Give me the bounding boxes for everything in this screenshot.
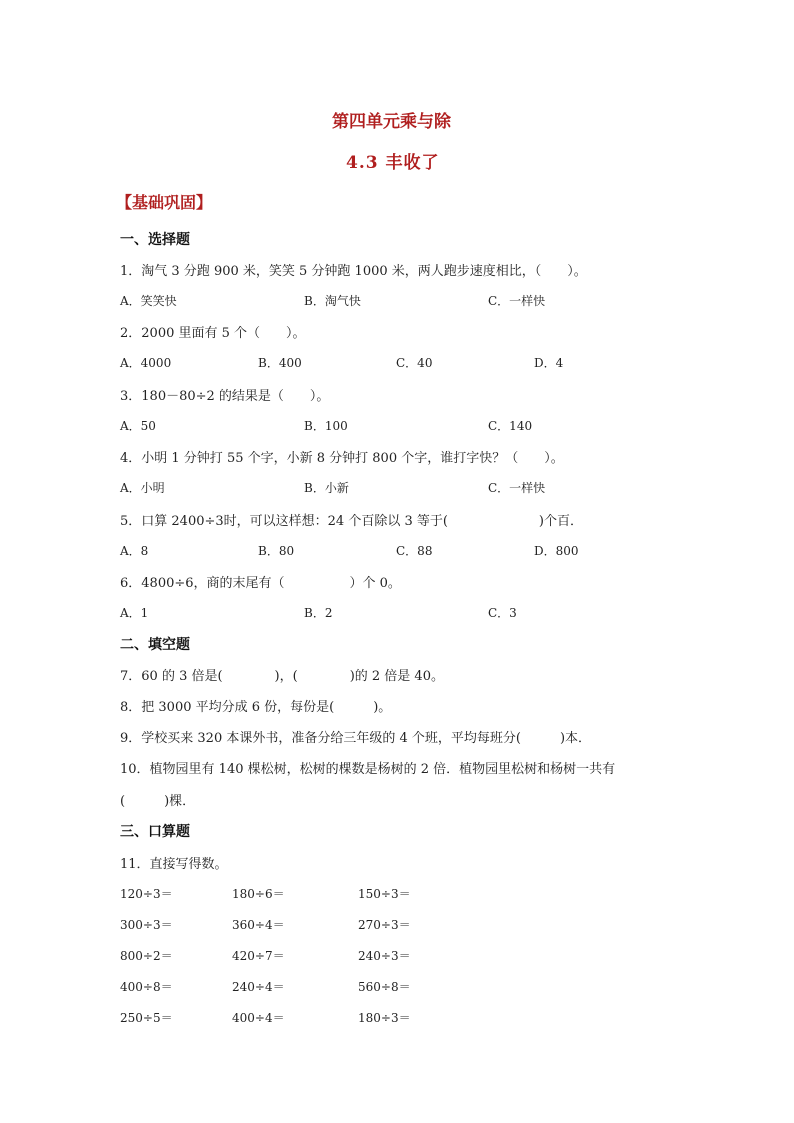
lesson-title: 4.3 丰收了 — [346, 153, 440, 173]
question-text: 3．180－80÷2 的结果是（ ）。 — [120, 389, 330, 404]
section-heading-fill: 二、填空题 — [120, 637, 190, 653]
question-text: 5．口算 2400÷3时，可以这样想：24 个百除以 3 等于( )个百． — [120, 514, 584, 529]
question-text: 4．小明 1 分钟打 55 个字，小新 8 分钟打 800 个字，谁打字快？（ ）。 — [120, 451, 564, 466]
option: A．1 — [120, 606, 149, 620]
calc-item: 400÷4＝ — [232, 1011, 285, 1025]
calc-item: 400÷8＝ — [120, 980, 173, 994]
option: C．一样快 — [488, 481, 546, 495]
option: C．40 — [396, 356, 433, 370]
calc-item: 120÷3＝ — [120, 887, 173, 901]
option: B．80 — [258, 544, 295, 558]
option: A．笑笑快 — [120, 294, 177, 308]
option: B．2 — [304, 606, 333, 620]
section-heading-choice: 一、选择题 — [120, 232, 190, 248]
calc-item: 300÷3＝ — [120, 918, 173, 932]
calc-item: 180÷3＝ — [358, 1011, 411, 1025]
option: A．50 — [120, 419, 156, 433]
option: D．4 — [534, 356, 564, 370]
calc-item: 240÷3＝ — [358, 949, 411, 963]
unit-title: 第四单元乘与除 — [332, 112, 451, 132]
option: C．一样快 — [488, 294, 546, 308]
question-text: 10．植物园里有 140 棵松树，松树的棵数是杨树的 2 倍．植物园里松树和杨树一共有 — [120, 762, 616, 777]
option: C．88 — [396, 544, 433, 558]
calc-item: 420÷7＝ — [232, 949, 285, 963]
calc-item: 150÷3＝ — [358, 887, 411, 901]
question-text: 9．学校买来 320 本课外书，准备分给三年级的 4 个班，平均每班分( )本． — [120, 731, 592, 746]
question-text: 6．4800÷6，商的末尾有（ ）个 0。 — [120, 576, 401, 591]
option: C．140 — [488, 419, 533, 433]
calc-item: 250÷5＝ — [120, 1011, 173, 1025]
calc-item: 560÷8＝ — [358, 980, 411, 994]
option: A．8 — [120, 544, 149, 558]
option: C．3 — [488, 606, 517, 620]
section-tag: 【基础巩固】 — [116, 193, 213, 212]
calc-item: 360÷4＝ — [232, 918, 285, 932]
calc-item: 240÷4＝ — [232, 980, 285, 994]
question-text: 7．60 的 3 倍是( )，( )的 2 倍是 40。 — [120, 669, 444, 684]
option: B．小新 — [304, 481, 349, 495]
calc-item: 800÷2＝ — [120, 949, 173, 963]
question-text-continued: ( )棵． — [120, 794, 196, 809]
question-text: 8．把 3000 平均分成 6 份，每份是( )。 — [120, 700, 392, 715]
section-heading-oral: 三、口算题 — [120, 824, 190, 840]
question-text: 2．2000 里面有 5 个（ ）。 — [120, 326, 306, 341]
question-text: 11．直接写得数。 — [120, 857, 228, 872]
option: B．400 — [258, 356, 302, 370]
option: B．100 — [304, 419, 348, 433]
calc-item: 180÷6＝ — [232, 887, 285, 901]
calc-item: 270÷3＝ — [358, 918, 411, 932]
option: B．淘气快 — [304, 294, 361, 308]
question-text: 1．淘气 3 分跑 900 米，笑笑 5 分钟跑 1000 米，两人跑步速度相比，（ ）。 — [120, 264, 587, 279]
option: D．800 — [534, 544, 579, 558]
option: A．4000 — [120, 356, 172, 370]
option: A．小明 — [120, 481, 165, 495]
